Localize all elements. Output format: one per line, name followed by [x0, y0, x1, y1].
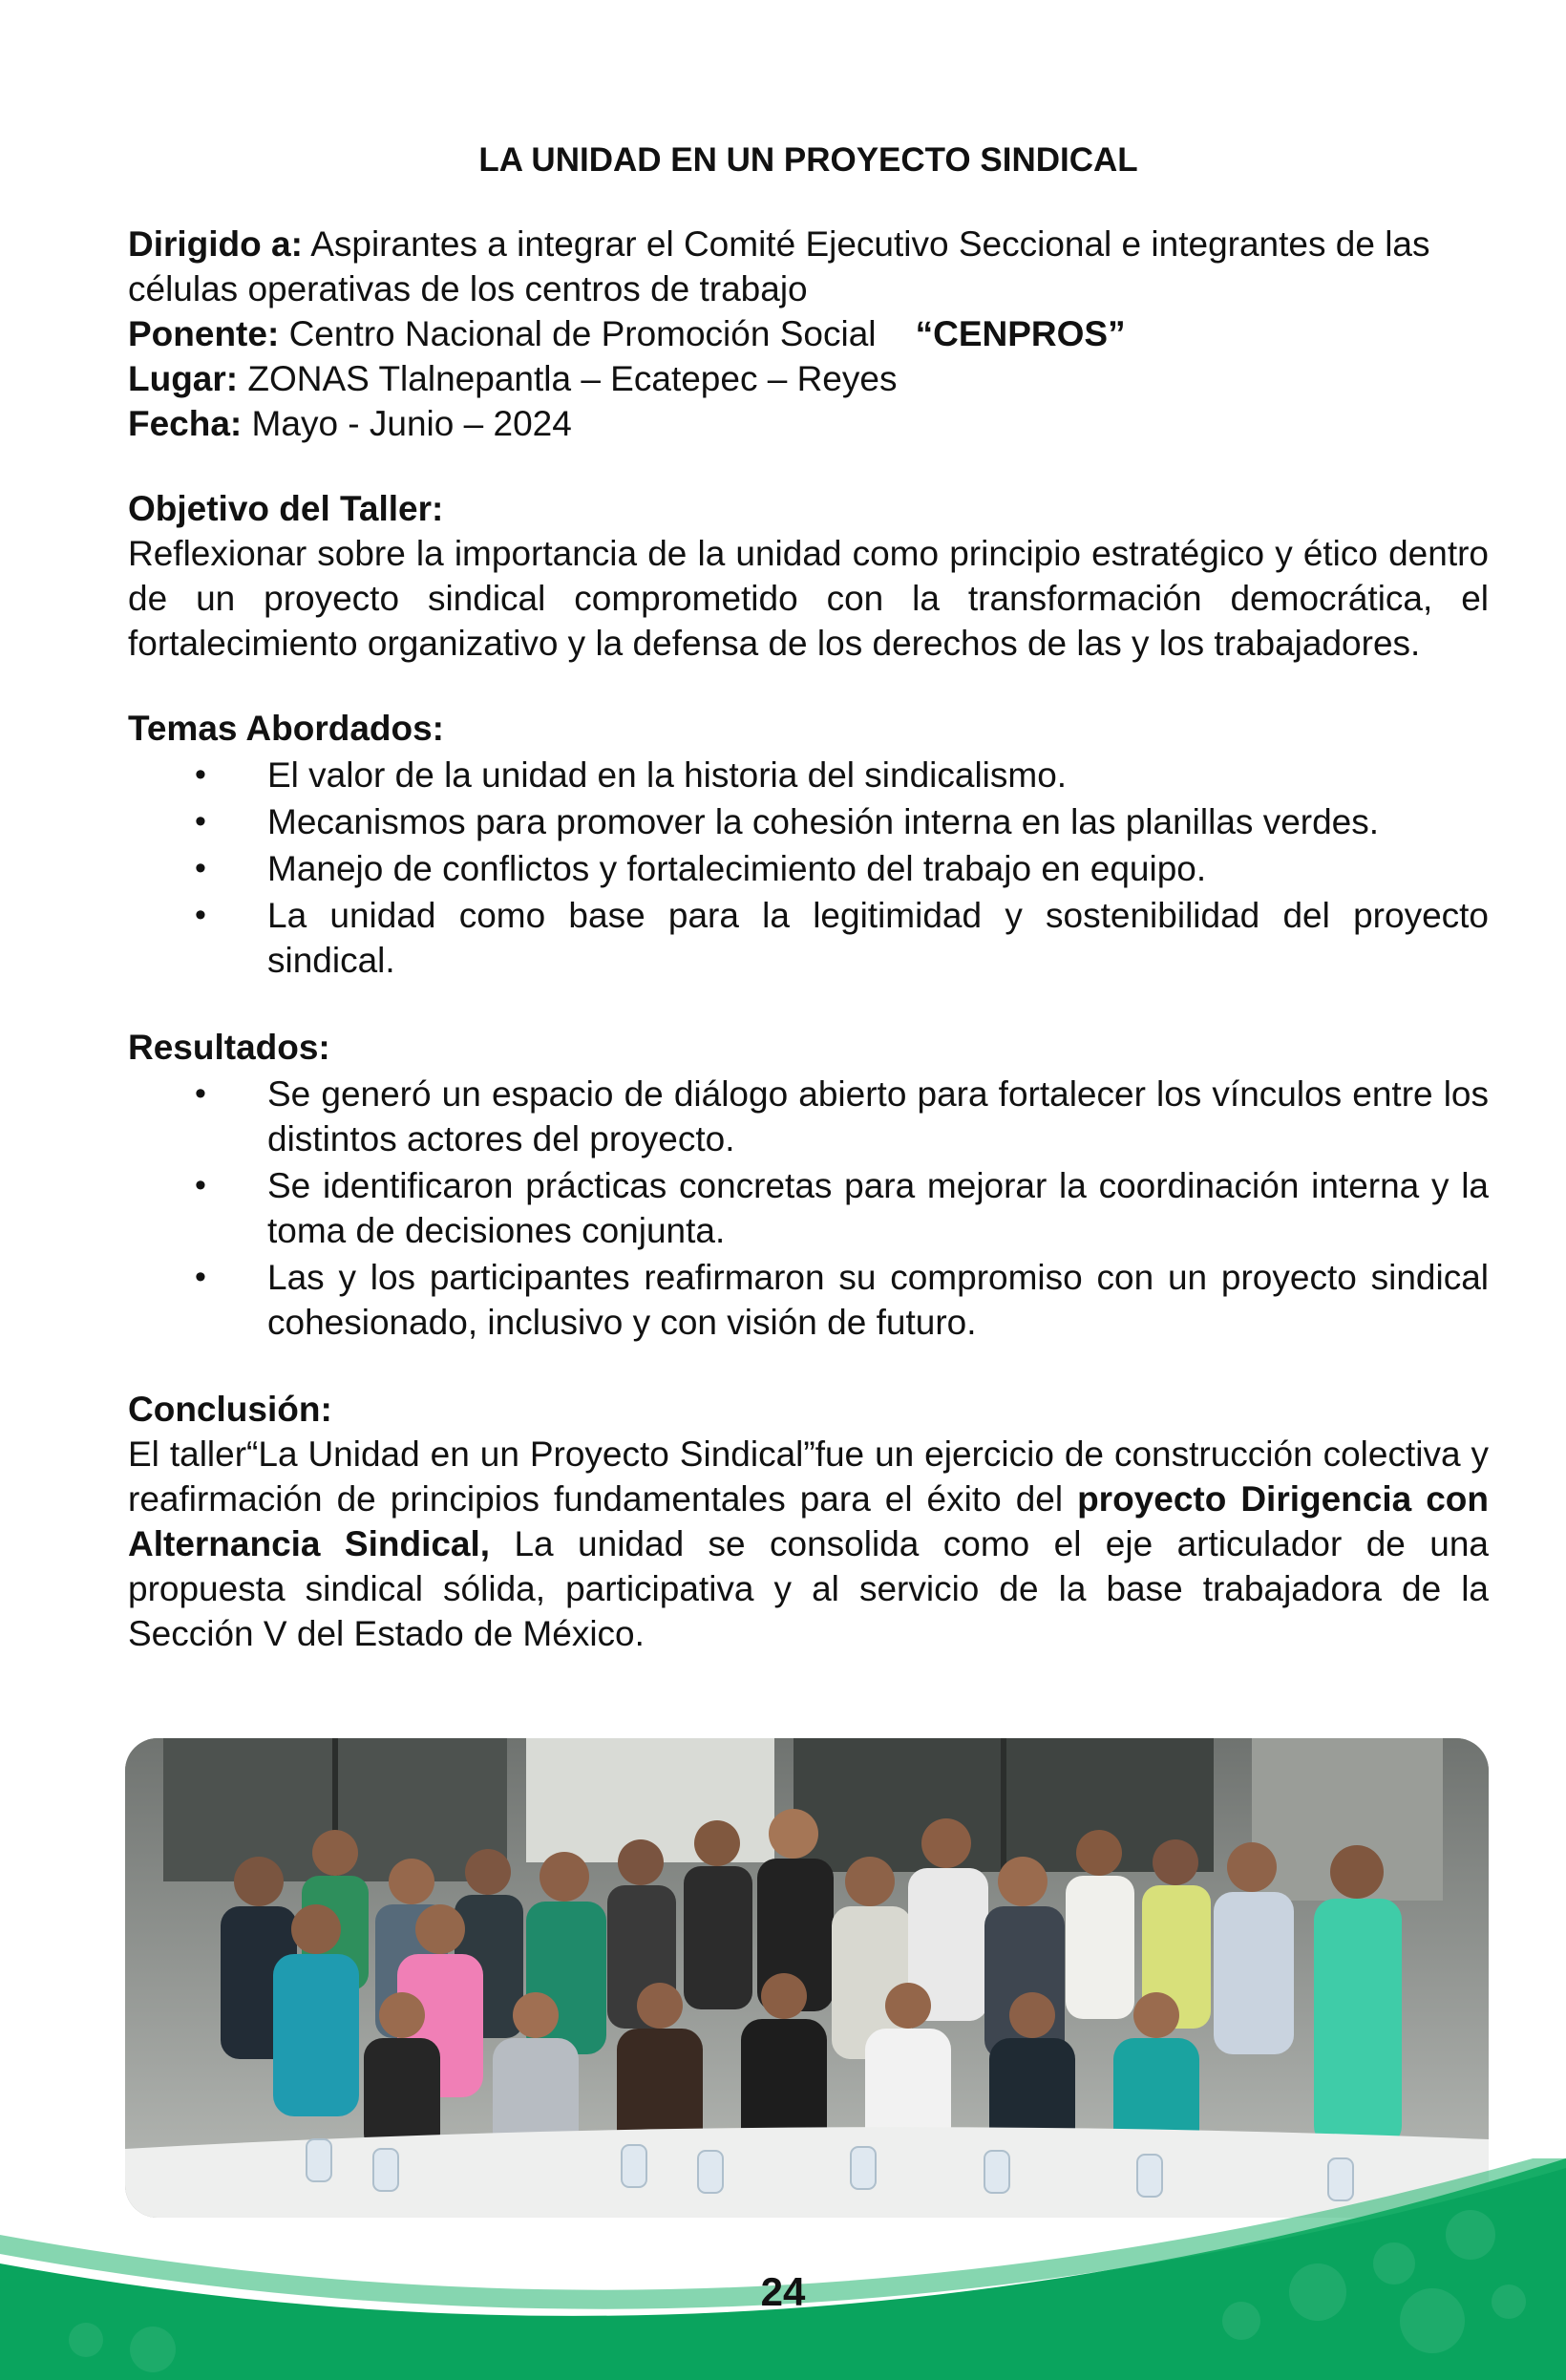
fecha-field [128, 401, 1489, 446]
list-item: • Manejo de conflictos y fortalecimiento del trabajo en equipo. [267, 846, 1489, 891]
objetivo-heading: Objetivo del Taller: [128, 489, 444, 528]
conclusion-part2: La unidad se consolida como el eje articulador de una propuesta sindical sólida, participativa y al servicio de la base trabajadora de la Sección V del Estado de México. [128, 1524, 1490, 1653]
ponente-field [128, 311, 1489, 356]
dirigido-field [128, 222, 1489, 311]
dirigido-value: Aspirantes a integrar el Comité Ejecutivo Seccional e integrantes de las células operativas de los centros de trabajo [128, 224, 1430, 308]
document-body [128, 139, 1489, 1656]
page-number: 24 [760, 2269, 806, 2314]
resultados-heading: Resultados: [128, 1028, 330, 1067]
fecha-label: Fecha: [128, 404, 243, 443]
dirigido-label: Dirigido a: [128, 224, 303, 264]
page-title: LA UNIDAD EN UN PROYECTO SINDICAL [478, 141, 1138, 179]
group-photo-icon [125, 1738, 1489, 2218]
lugar-value: ZONAS Tlalnepantla – Ecatepec – Reyes [247, 359, 898, 398]
list-item: • Mecanismos para promover la cohesión interna en las planillas verdes. [267, 799, 1489, 844]
conclusion-bold: proyecto Dirigencia con Alternancia Sindical, [128, 1479, 1489, 1563]
list-item: • Se identificaron prácticas concretas para mejorar la coordinación interna y la toma de decisiones conjunta. [267, 1163, 1489, 1253]
conclusion-text [128, 1432, 1489, 1656]
conclusion-heading: Conclusión: [128, 1390, 332, 1429]
list-item: • Las y los participantes reafirmaron su compromiso con un proyecto sindical cohesionado, inclusivo y con visión de futuro. [267, 1255, 1489, 1345]
conclusion-part1: El taller“La Unidad en un Proyecto Sindical”fue un ejercicio de construcción colectiva y reafirmación de principios fundamentales para el éxito del [128, 1434, 1489, 1519]
ponente-value: Centro Nacional de Promoción Social [288, 314, 877, 353]
list-item: • Se generó un espacio de diálogo abierto para fortalecer los vínculos entre los distintos actores del proyecto. [267, 1072, 1489, 1161]
objetivo-text: Reflexionar sobre la importancia de la unidad como principio estratégico y ético dentro de un proyecto sindical comprometido con la transformación democrática, el fortalecimiento organizativo y la defensa de los derechos de las y los trabajadores. [128, 534, 1489, 663]
ponente-label: Ponente: [128, 314, 280, 353]
lugar-label: Lugar: [128, 359, 239, 398]
temas-heading: Temas Abordados: [128, 709, 444, 748]
fecha-value: Mayo - Junio – 2024 [251, 404, 572, 443]
resultados-list [128, 1072, 1489, 1345]
list-item: • El valor de la unidad en la historia del sindicalismo. [267, 753, 1489, 797]
list-item: • La unidad como base para la legitimidad y sostenibilidad del proyecto sindical. [267, 893, 1489, 983]
ponente-acronym: “CENPROS” [915, 314, 1126, 353]
temas-list [128, 753, 1489, 983]
lugar-field [128, 356, 1489, 401]
